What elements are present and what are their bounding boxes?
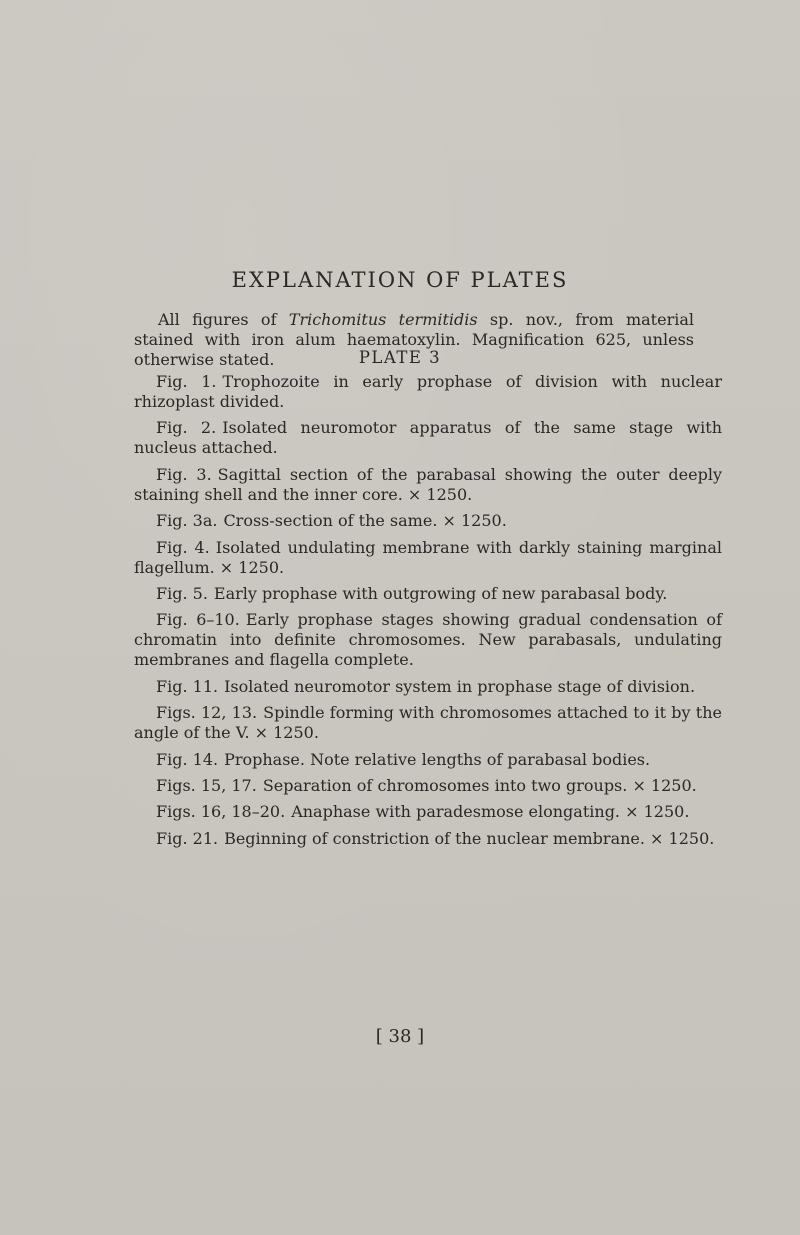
figure-caption: Early prophase stages showing gradual condensation of chromatin into definite chromosomes. New parabasals, undulating membranes and flagella complete.	[134, 610, 722, 670]
figure-label: Fig. 5.	[156, 583, 208, 603]
figure-legend	[134, 372, 723, 855]
page-title: EXPLANATION OF PLATES	[231, 268, 569, 292]
figure-label: Fig. 3a.	[156, 511, 218, 531]
figure-caption: Trophozoite in early prophase of division with nuclear rhizoplast divided.	[134, 372, 722, 411]
figure-label: Fig. 2.	[156, 418, 217, 438]
species-name: Trichomitus termitidis	[288, 310, 478, 329]
figure-caption: Cross-section of the same. × 1250.	[223, 511, 507, 531]
legend-item	[134, 372, 722, 412]
legend-item	[134, 677, 722, 697]
figure-label: Fig. 6–10.	[156, 610, 240, 630]
legend-item	[134, 511, 722, 531]
legend-item	[134, 776, 722, 796]
figure-label: Fig. 21.	[156, 828, 219, 848]
legend-item	[134, 829, 722, 849]
figure-caption: Early prophase with outgrowing of new parabasal body.	[213, 583, 668, 603]
legend-item	[134, 802, 722, 822]
legend-item	[134, 418, 722, 458]
figure-caption: Separation of chromosomes into two groups. × 1250.	[262, 775, 697, 795]
figure-label: Figs. 16, 18–20.	[156, 802, 286, 822]
figure-label: Fig. 14.	[156, 749, 219, 769]
figure-caption: Isolated neuromotor apparatus of the same stage with nucleus attached.	[134, 418, 722, 458]
figure-caption: Anaphase with paradesmose elongating. × 1250.	[291, 802, 690, 822]
figure-caption: Spindle forming with chromosomes attached to it by the angle of the V. × 1250.	[134, 703, 723, 743]
figure-caption: Prophase. Note relative lengths of parabasal bodies.	[224, 749, 651, 769]
legend-item	[134, 465, 722, 505]
legend-item	[134, 703, 722, 743]
intro-after: sp. nov., from material stained with iron alum haematoxylin. Magnification 625, unless otherwise stated.	[134, 310, 694, 369]
figure-label: Fig. 1.	[156, 372, 217, 391]
figure-caption: Isolated neuromotor system in prophase stage of division.	[224, 676, 696, 696]
figure-caption: Sagittal section of the parabasal showing the outer deeply staining shell and the inner core. × 1250.	[134, 464, 722, 504]
figure-caption: Beginning of constriction of the nuclear membrane. × 1250.	[224, 828, 715, 848]
legend-item	[134, 584, 722, 604]
figure-caption: Isolated undulating membrane with darkly staining marginal flagellum. × 1250.	[134, 537, 722, 577]
legend-item	[134, 610, 722, 670]
plate-heading: PLATE 3	[358, 348, 442, 367]
intro-before: All figures of	[158, 310, 289, 329]
figure-label: Figs. 12, 13.	[156, 703, 258, 723]
legend-item	[134, 538, 722, 578]
page-number: [ 38 ]	[375, 1026, 425, 1047]
figure-label: Figs. 15, 17.	[156, 775, 257, 795]
figure-label: Fig. 4.	[156, 537, 210, 557]
figure-label: Fig. 11.	[156, 676, 219, 696]
figure-label: Fig. 3.	[156, 464, 212, 484]
legend-item	[134, 750, 722, 770]
